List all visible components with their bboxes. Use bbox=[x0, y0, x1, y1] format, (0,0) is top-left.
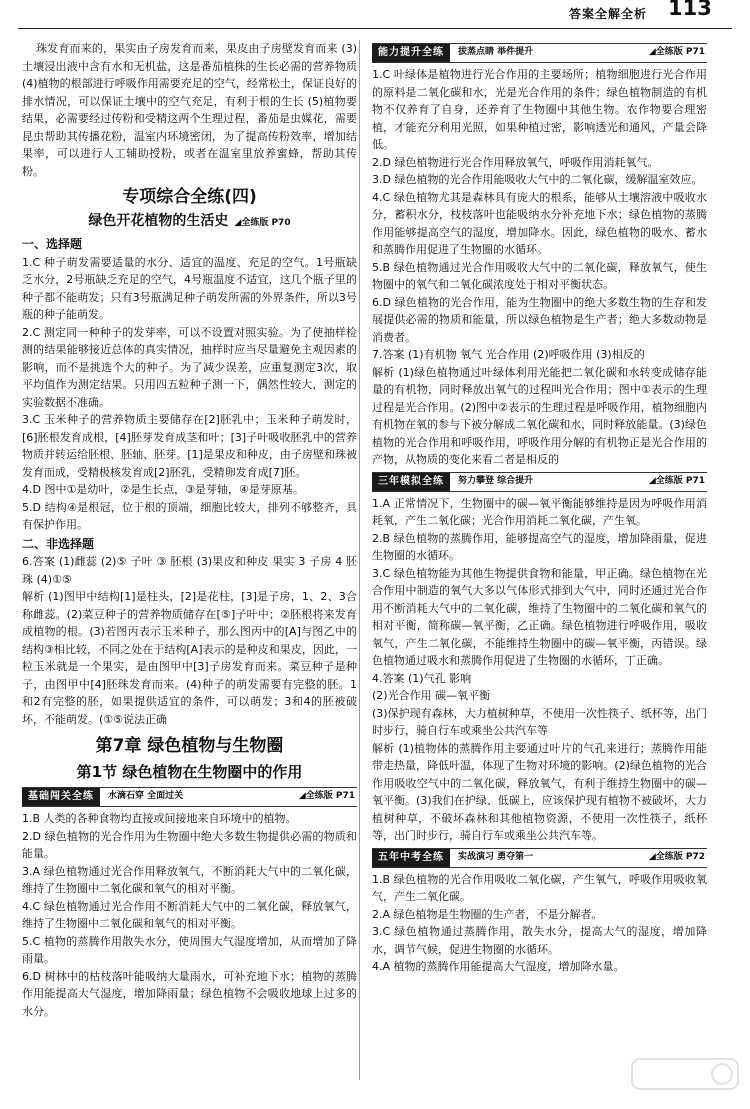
banner-page-ref: ◢全练版 P71 bbox=[648, 47, 705, 58]
analysis-paragraph: 解析 (1)植物体的蒸腾作用主要通过叶片的气孔来进行；蒸腾作用能带走热量，降低叶温，体现了生物对环境的影响。(2)绿色植物的光合作用吸收空气中的二氧化碳，释放氧气，有利于维持生物圈中的碳—氧平衡。(3)我们在护绿、低碳上，应该保护现有植物不被破坏，大力植树种草，不破坏森林和其他植物资源，不使用一次性筷子，纸杯等，出门时步行，骑自行车或乘坐公共汽车等。 bbox=[372, 741, 707, 842]
left-column bbox=[22, 40, 357, 1020]
answer-item: 2.D 绿色植物的光合作用为生物圈中绝大多数生物提供必需的物质和能量。 bbox=[22, 829, 357, 860]
page-number: 113 bbox=[668, 0, 712, 20]
section-title: 第1节 绿色植物在生物圈中的作用 bbox=[76, 763, 303, 781]
answer-item: 3.C 玉米种子的营养物质主要储存在[2]胚乳中；玉米种子萌发时，[6]胚根发育成根，[4]胚芽发育成茎和叶；[3]子叶吸收胚乳中的营养物质并转运给胚根、胚轴、胚芽。[1]是果皮和种皮，由子房壁和珠被发育而成，受精极核发育成[2]胚乳，受精卵发育成[7]胚。 bbox=[22, 413, 357, 479]
practice-subtitle bbox=[22, 210, 357, 234]
practice-title: 专项综合全练(四) bbox=[122, 187, 257, 207]
answer-item: 4.D 图中①是幼叶，②是生长点，③是芽轴，④是芽原基。 bbox=[22, 483, 304, 496]
answer-item: 3.C 绿色植物通过蒸腾作用，散失水分，提高大气的湿度，增加降水，调节气候，促进生物圈的水循环。 bbox=[372, 925, 707, 956]
banner-slogan: 水滴石穿 全面过关 bbox=[108, 791, 184, 802]
banner-page-ref: ◢全练版 P71 bbox=[298, 791, 355, 802]
banner-page-ref: ◢全练版 P71 bbox=[648, 475, 705, 486]
banner-tag: 能力提升全练 bbox=[372, 44, 450, 62]
answer-item: 1.A 正常情况下，生物圈中的碳—氧平衡能够维持是因为呼吸作用消耗氧，产生二氧化碳；光合作用消耗二氧化碳，产生氧。 bbox=[372, 496, 707, 527]
answer-item: 4.C 绿色植物尤其是森林具有庞大的根系，能够从土壤溶液中吸收水分，蓄积水分，枝枝落叶也能吸纳水分补充地下水；绿色植物的蒸腾作用能够提高空气的湿度，增加降水。因此，绿色植物的吸水、蓄水和蒸腾作用促进了生物圈的水循环。 bbox=[372, 190, 707, 256]
answer-item: 5.C 植物的蒸腾作用散失水分，使周围大气湿度增加，从而增加了降雨量。 bbox=[22, 934, 357, 965]
answer-item: 7.答案 (1)有机物 氧气 光合作用 (2)呼吸作用 (3)相反的 bbox=[372, 348, 645, 361]
answer-item: 1.B 人类的各种食物均直接或间接地来自环境中的植物。 bbox=[22, 812, 297, 825]
answer-item: 6.D 树林中的枯枝落叶能吸纳大量雨水，可补充地下水；植物的蒸腾作用能提高大气湿度，增加降雨量；绿色植物不会吸收地球上过多的水分。 bbox=[22, 969, 357, 1018]
chapter-title: 第7章 绿色植物与生物圈 bbox=[95, 736, 284, 756]
answer-item: 4.答案 (1)气孔 影响 bbox=[372, 671, 472, 685]
banner-tag: 三年模拟全练 bbox=[372, 473, 450, 491]
answer-item: 4.C 绿色植物通过光合作用不断消耗大气中的二氧化碳，释放氧气，维持了生物圈中二氧化碳和氧气的相对平衡。 bbox=[22, 899, 357, 930]
answer-item: 1.C 种子萌发需要适量的水分、适宜的温度、充足的空气。1号瓶缺乏水分，2号瓶缺乏充足的空气，4号瓶温度不适宜，这几个瓶子里的种子都不能萌发；只有3号瓶满足种子萌发所需的外界条件，所以3号瓶的种子能萌发。 bbox=[22, 255, 357, 321]
section-heading-nonchoice: 二、非选择题 bbox=[22, 536, 95, 551]
answer-item: 4.A 植物的蒸腾作用能提高大气湿度，增加降水量。 bbox=[372, 960, 625, 973]
header-label: 答案全解全析 bbox=[569, 7, 648, 21]
intro-paragraph: 珠发育而来的，果实由子房发育而来，果皮由子房壁发育而来 (3)土壤浸出液中含有水和无机盐，这是番茄植株的生长必需的营养物质 (4)植物的根部进行呼吸作用需要充足的空气，经常松土，保证良好的排水情况，可以保证土壤中的空气充足，有利于根的生长 (5)植物要结果，必需要经过传粉和受精这两个生理过程，番茄是虫媒花，需要昆虫帮助其传播花粉，温室内环境密闭，为了提高传粉效率，增加结果率，可以进行人工辅助授粉，或者在温室里放养蜜蜂，帮助其传粉。 bbox=[22, 42, 357, 178]
banner-tag: 基础闯关全练 bbox=[22, 788, 100, 806]
banner-three-year bbox=[372, 472, 707, 492]
banner-basic bbox=[22, 787, 357, 807]
right-column bbox=[372, 40, 707, 976]
answer-item: 6.D 绿色植物的光合作用，能为生物圈中的绝大多数生物的生存和发展提供必需的物质和能量，所以绿色植物是生产者；绝大多数动物是消费者。 bbox=[372, 295, 707, 344]
banner-ability bbox=[372, 43, 707, 63]
answer-item: 5.D 结构④是根冠，位于根的顶端，细胞比较大，排列不够整齐，具有保护作用。 bbox=[22, 500, 357, 531]
banner-five-year bbox=[372, 848, 707, 868]
answer-item: 1.C 叶绿体是植物进行光合作用的主要场所；植物细胞进行光合作用的原料是二氧化碳和水，光是光合作用的条件；绿色植物制造的有机物不仅养育了自身，还养育了生物圈中其他生物。农作物要合理密植，才能充分利用光照，如果种植过密，影响透光和通风，产量会降低。 bbox=[372, 68, 707, 151]
column-divider bbox=[359, 40, 360, 1080]
answer-item: 3.D 绿色植物的光合作用能吸收大气中的二氧化碳，缓解温室效应。 bbox=[372, 173, 703, 186]
answer-item: (3)保护现有森林，大力植树种草，不使用一次性筷子、纸杯等，出门时步行，骑自行车或乘坐公共汽车等 bbox=[372, 706, 707, 737]
analysis-paragraph: 解析 (1)绿色植物通过叶绿体利用光能把二氧化碳和水转变成储存能量的有机物，同时释放出氧气的过程叫光合作用；图中①表示的生理过程是光合作用。(2)图中②表示的生理过程是呼吸作用，植物细胞内有机物在氧的参与下被分解成二氧化碳和水，同时释放能量。(3)绿色植物的光合作用和呼吸作用，呼吸作用分解的有机物正是光合作用的产物，从物质的变化来看二者是相反的 bbox=[372, 365, 707, 466]
answer-item: 2.D 绿色植物进行光合作用释放氧气，呼吸作用消耗氧气。 bbox=[372, 155, 659, 169]
watermark-logo bbox=[630, 1055, 740, 1105]
banner-slogan: 努力攀登 综合提升 bbox=[458, 475, 534, 486]
analysis-paragraph: 解析 (1)图甲中结构[1]是柱头，[2]是花柱，[3]是子房，1、2、3合称雌蕊。(2)菜豆种子的营养物质储存在[⑤]子叶中；②胚根将来发育成植物的根。(3)若图丙表示玉米种子，那么图丙中的[A]与图乙中的结构③相比较，不同之处在于结构[A]表示的是种皮和果皮，因此，一粒玉米就是一个果实，是由图甲中[3]子房发育而来。菜豆种子是种子，由图甲中[4]胚珠发育而来。(4)种子的萌发需要有完整的胚。1和2有完整的胚，如果提供适宜的条件，可以萌发；3和4的胚被破坏，不能萌发。(①⑤说法正确 bbox=[22, 590, 357, 726]
banner-slogan: 拔蒸点睛 举件提升 bbox=[458, 47, 534, 58]
banner-tag: 五年中考全练 bbox=[372, 849, 450, 867]
practice-subtitle-text: 绿色开花植物的生活史 bbox=[88, 213, 229, 229]
banner-slogan: 实战演习 勇夺第一 bbox=[458, 851, 534, 862]
section-heading-choice: 一、选择题 bbox=[22, 237, 83, 251]
answer-item: 6.答案 (1)雌蕊 (2)⑤ 子叶 ③ 胚根 (3)果皮和种皮 果实 3 子房 4 胚珠 (4)①⑤ bbox=[22, 555, 357, 586]
answer-item: 3.A 绿色植物通过光合作用释放氧气，不断消耗大气中的二氧化碳，维持了生物圈中二氧化碳和氧气的相对平衡。 bbox=[22, 864, 357, 895]
answer-item: 2.B 绿色植物的蒸腾作用，能够提高空气的湿度，增加降雨量，促进生物圈的水循环。 bbox=[372, 531, 707, 562]
banner-page-ref: ◢全练版 P72 bbox=[648, 851, 705, 862]
practice-subtitle-ref: ◢全练版 P70 bbox=[234, 218, 291, 228]
answer-item: 2.A 绿色植物是生物圈的生产者，不是分解者。 bbox=[372, 907, 603, 921]
answer-item: 1.B 绿色植物的光合作用吸收二氧化碳，产生氧气，呼吸作用吸收氧气，产生二氧化碳。 bbox=[372, 872, 707, 903]
header-rule bbox=[18, 28, 732, 29]
answer-item: 3.C 绿色植物能为其他生物提供食物和能量，甲正确。绿色植物在光合作用中制造的氧气大多以气体形式排到大气中，同时还通过光合作用不断消耗大气中的二氧化碳，维持了生物圈中的二氧化碳和氧气的相对平衡，简称碳—氧平衡，乙正确。绿色植物进行呼吸作用，吸收氧气，产生二氧化碳，不能维持生物圈中的碳—氧平衡，丙错误。绿色植物通过吸水和蒸腾作用促进了生物圈的水循环，丁正确。 bbox=[372, 566, 707, 667]
answer-item: 2.C 测定同一种种子的发芽率，可以不设置对照实验。为了使抽样检测的结果能够接近总体的真实情况，抽样时应当尽量避免主观因素的影响，而不是挑选个大的种子。为了减少误差，应重复测定3次，取平均值作为测定结果。只用四五粒种子测一下，偶然性较大，测定的实验数据不准确。 bbox=[22, 325, 357, 409]
answer-item: 5.B 绿色植物通过光合作用吸收大气中的二氧化碳，释放氧气，使生物圈中的氧气和二氧化碳浓度处于相对平衡状态。 bbox=[372, 260, 707, 291]
answer-item: (2)光合作用 碳—氧平衡 bbox=[372, 689, 491, 702]
